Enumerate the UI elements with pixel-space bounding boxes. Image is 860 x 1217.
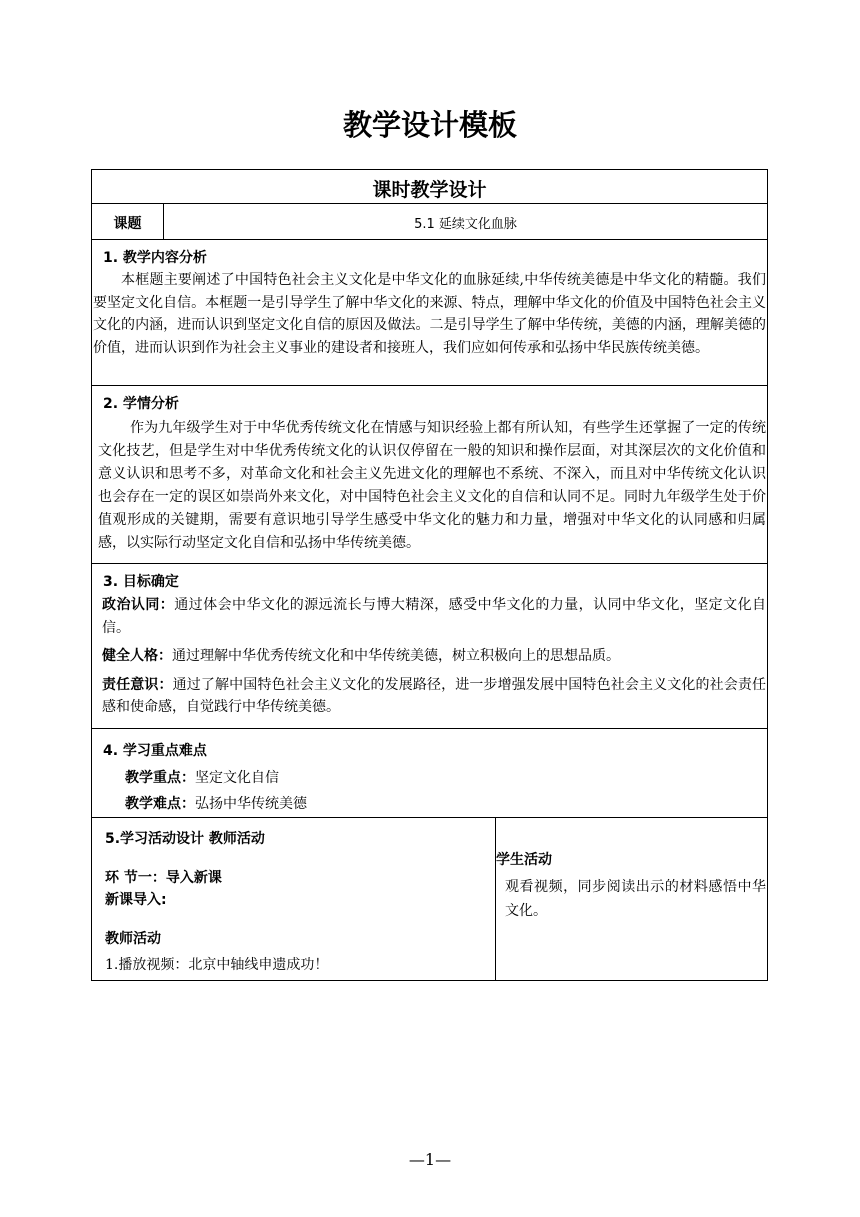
section-content-analysis — [92, 240, 767, 386]
section-heading: 2. 学情分析 — [103, 396, 179, 412]
section-key-difficult-points — [92, 729, 767, 818]
section-heading: 5.学习活动设计 教师活动 — [105, 831, 265, 847]
topic-label-cell — [92, 204, 164, 239]
teacher-activity-label: 教师活动 — [105, 931, 161, 947]
student-activity-label: 学生活动 — [496, 852, 552, 868]
section-activity-design — [92, 818, 767, 980]
topic-label: 课题 — [113, 216, 142, 232]
student-activity-column — [496, 818, 767, 980]
difficult-point: 教学难点：弘扬中华传统美德 — [125, 796, 307, 812]
teacher-activity-item: 1.播放视频：北京中轴线申遗成功！ — [105, 957, 329, 973]
topic-value: 5.1 延续文化血脉 — [414, 217, 517, 232]
section-body: 作为九年级学生对于中华优秀传统文化在情感与知识经验上都有所认知，有些学生还掌握了一定的传统文化技艺，但是学生对中华优秀传统文化的认识仅停留在一般的知识和操作层面，对其深层次的文化价值和意义认识和思考不多，对革命文化和社会主义先进文化的理解也不系统、不深入，而且对中华传统文化认识也会存在一定的误区如崇尚外来文化，对中国特色社会主义文化的自信和认同不足。同时九年级学生处于价值观形成的关键期，需要有意识地引导学生感受中华文化的魅力和力量，增强对中华文化的认同感和归属感，以实际行动坚定文化自信和弘扬中华传统美德。 — [98, 420, 766, 551]
key-point: 教学重点：坚定文化自信 — [125, 770, 279, 786]
section-goals — [92, 564, 767, 729]
page-title: 教学设计模板 — [342, 108, 517, 142]
section-heading: 4. 学习重点难点 — [103, 743, 207, 759]
teacher-activity-column — [92, 818, 496, 980]
goal-list — [102, 594, 766, 719]
topic-row — [92, 204, 767, 240]
intro-label: 新课导入: — [105, 892, 167, 908]
lesson-design-table — [91, 169, 768, 981]
section-body: 本框题主要阐述了中国特色社会主义文化是中华文化的血脉延续,中华传统美德是中华文化的精髓。我们要坚定文化自信。本框题一是引导学生了解中华文化的来源、特点，理解中华文化的价值及中国特色社会主义文化的内涵，进而认识到坚定文化自信的原因及做法。二是引导学生了解中华传统，美德的内涵，理解美德的价值，进而认识到作为社会主义事业的建设者和接班人，我们应如何传承和弘扬中华民族传统美德。 — [93, 272, 766, 356]
section-heading: 1. 教学内容分析 — [103, 250, 207, 266]
goal-item: 政治认同：通过体会中华文化的源远流长与博大精深，感受中华文化的力量，认同中华文化，坚定文化自信。 — [102, 597, 767, 636]
student-activity-text: 观看视频，同步阅读出示的材料感悟中华文化。 — [505, 879, 766, 919]
stage-title: 环 节一：导入新课 — [105, 870, 222, 886]
goal-item: 责任意识：通过了解中国特色社会主义文化的发展路径，进一步增强发展中国特色社会主义文化的社会责任感和使命感，自觉践行中华传统美德。 — [102, 676, 767, 715]
table-caption: 课时教学设计 — [372, 179, 487, 201]
section-heading: 3. 目标确定 — [103, 574, 179, 590]
goal-item: 健全人格：通过理解中华优秀传统文化和中华传统美德，树立积极向上的思想品质。 — [102, 648, 620, 664]
section-learner-analysis — [92, 386, 767, 564]
page-number: —1— — [408, 1150, 452, 1169]
table-caption-row — [92, 170, 767, 204]
